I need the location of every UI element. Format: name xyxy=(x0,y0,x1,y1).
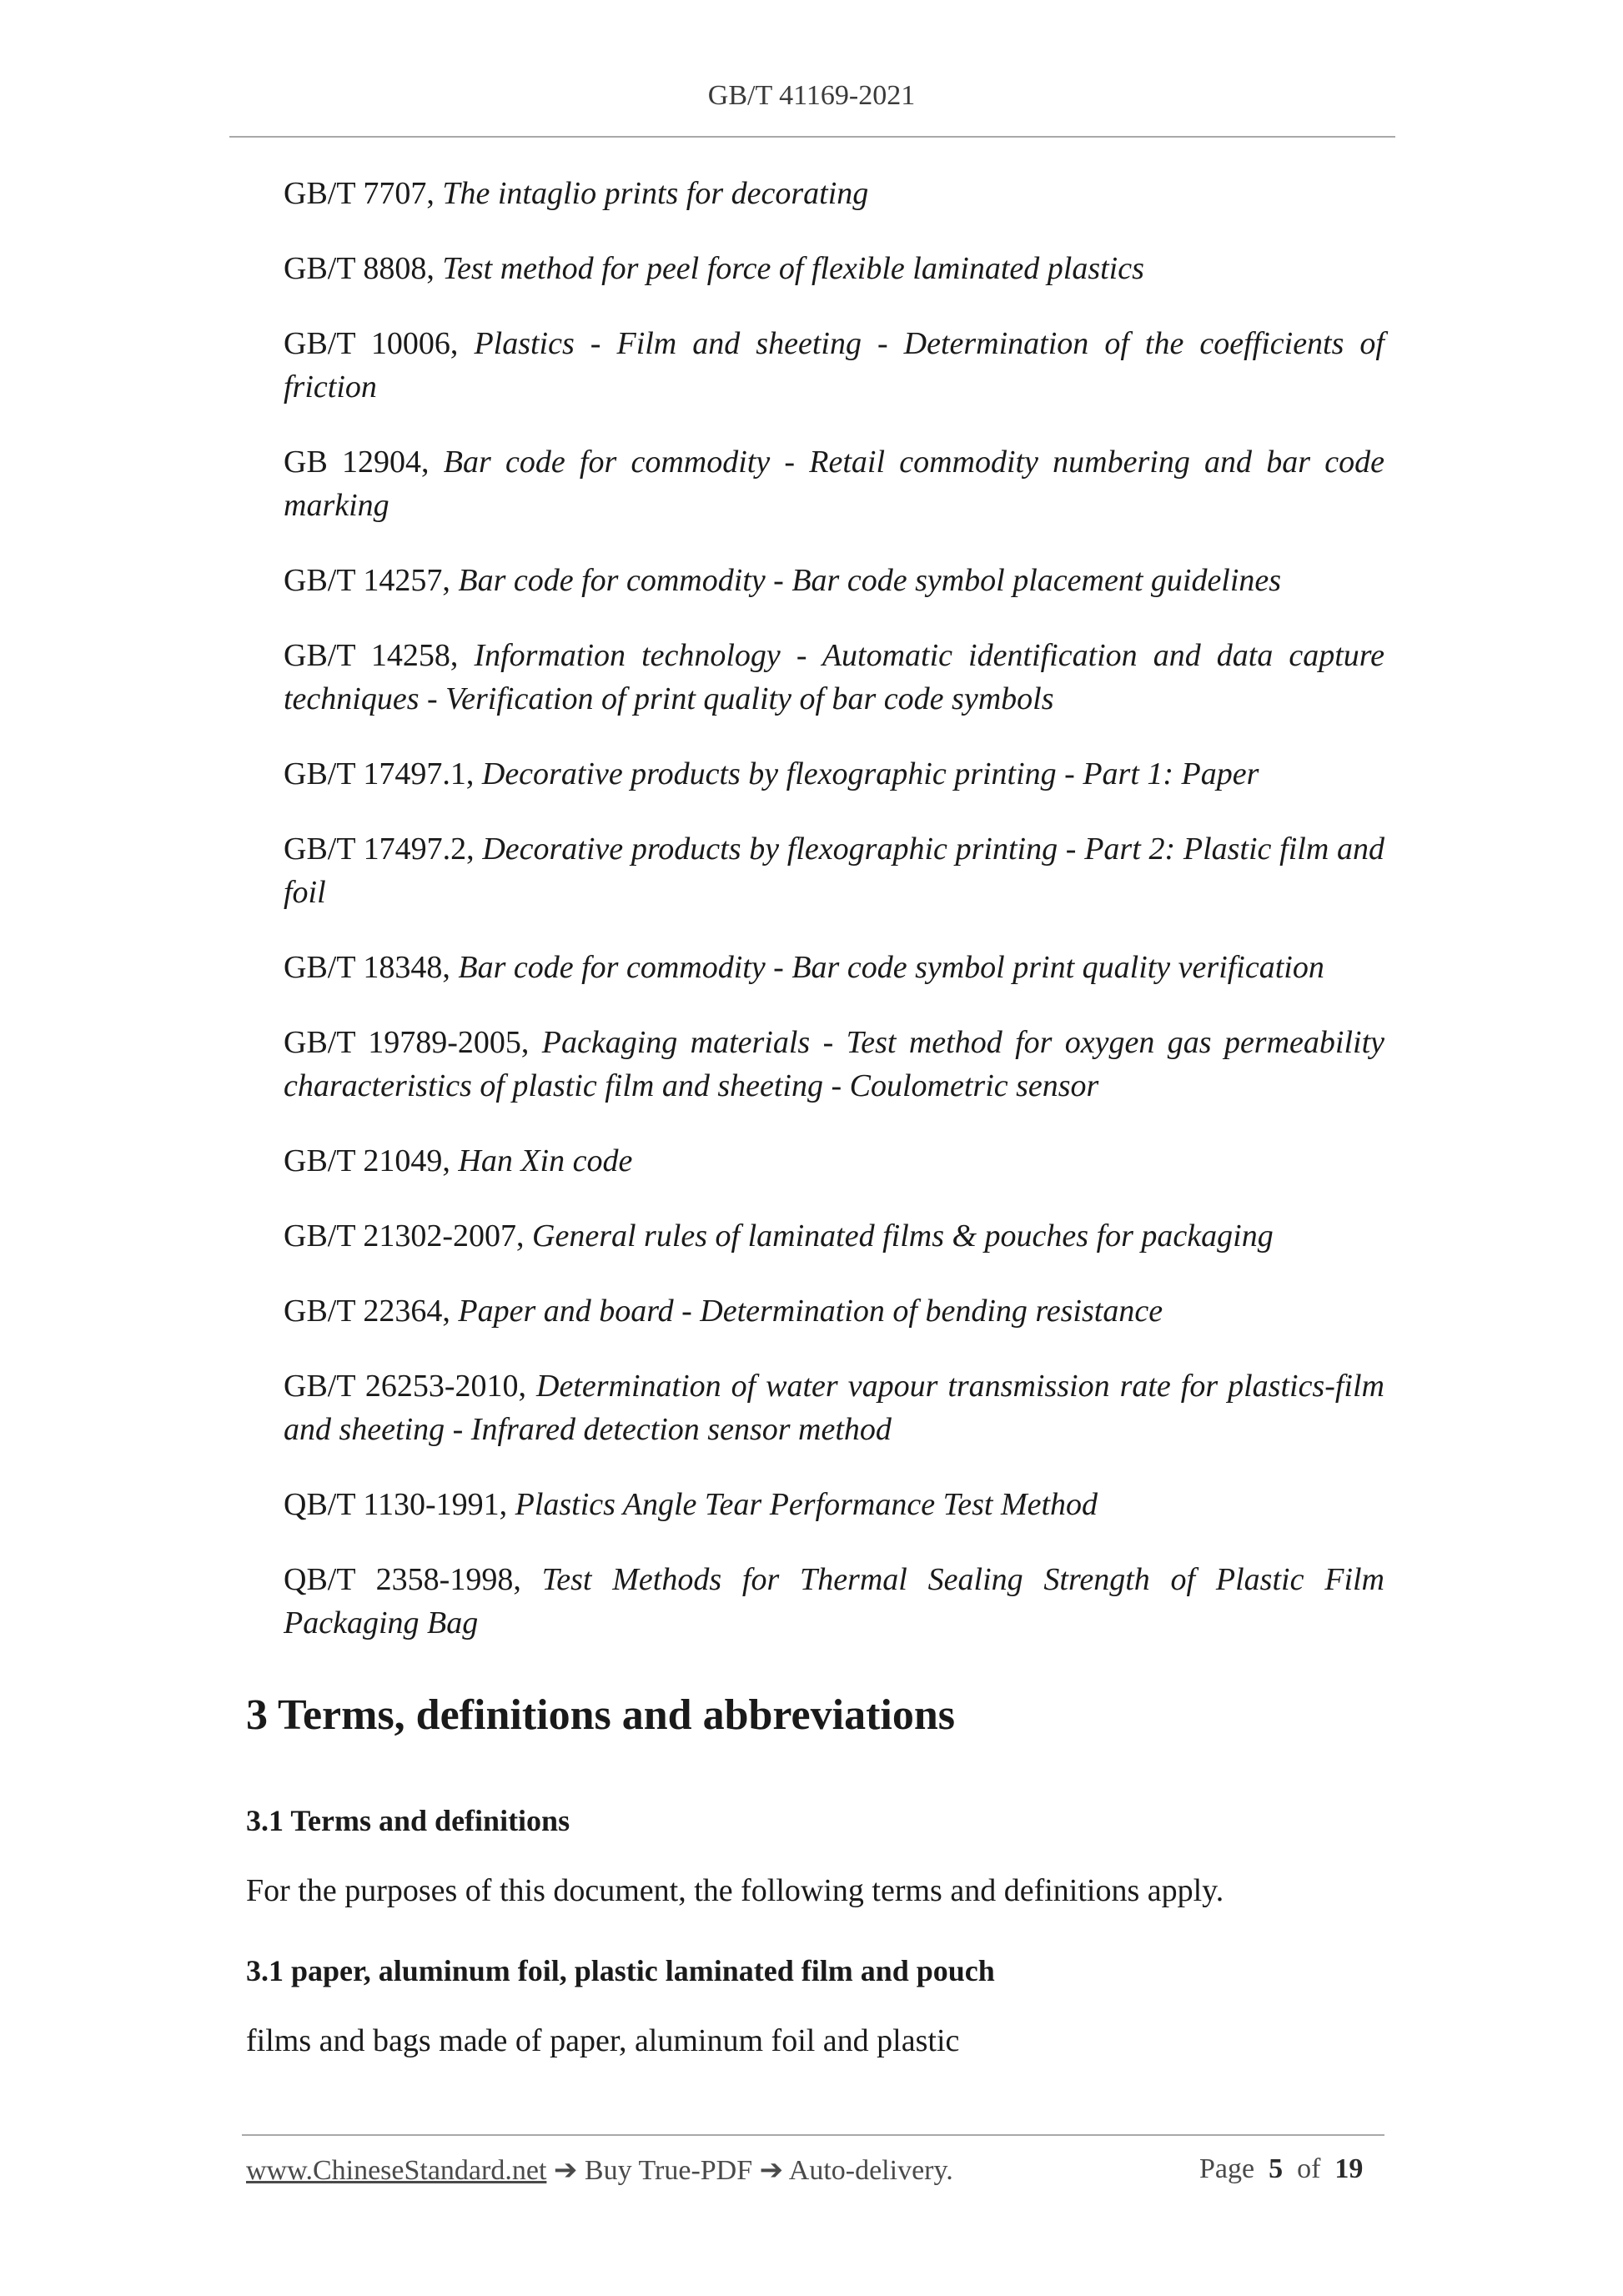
reference-code: GB/T 10006, xyxy=(284,326,459,361)
reference-item xyxy=(284,1139,1384,1183)
intro-paragraph: For the purposes of this document, the following terms and definitions apply. xyxy=(246,1873,1224,1908)
reference-title: Bar code for commodity - Bar code symbol print quality verification xyxy=(458,950,1324,985)
normative-references-list xyxy=(284,172,1384,1676)
reference-code: GB/T 17497.2, xyxy=(284,831,475,867)
section-heading: 3 Terms, definitions and abbreviations xyxy=(246,1691,956,1739)
reference-title: Packaging materials - Test method for oxygen gas permeability characteristics of plastic film and sheeting - Coulometric sensor xyxy=(284,1025,1384,1103)
arrow-icon: ➔ xyxy=(759,2155,784,2186)
reference-title: Plastics Angle Tear Performance Test Method xyxy=(515,1487,1098,1522)
reference-item xyxy=(284,559,1384,602)
footer-divider xyxy=(242,2134,1384,2136)
reference-title: Han Xin code xyxy=(458,1143,633,1178)
reference-item xyxy=(284,247,1384,290)
reference-item xyxy=(284,440,1384,527)
page-header xyxy=(0,80,1623,112)
reference-code: GB/T 17497.1, xyxy=(284,756,475,791)
reference-code: GB/T 19789-2005, xyxy=(284,1025,530,1060)
reference-title: Plastics - Film and sheeting - Determination of the coefficients of friction xyxy=(284,326,1384,404)
reference-item xyxy=(284,322,1384,409)
page-current: 5 xyxy=(1269,2153,1284,2184)
reference-title: Test method for peel force of flexible laminated plastics xyxy=(442,251,1144,286)
reference-code: GB/T 8808, xyxy=(284,251,435,286)
reference-title: Test Methods for Thermal Sealing Strength of Plastic Film Packaging Bag xyxy=(284,1562,1385,1640)
page-of: of xyxy=(1297,2153,1321,2184)
arrow-icon: ➔ xyxy=(553,2155,578,2186)
reference-item xyxy=(284,634,1384,721)
website-link[interactable]: www.ChineseStandard.net xyxy=(246,2155,547,2186)
reference-title: Decorative products by flexographic printing - Part 2: Plastic film and foil xyxy=(284,831,1384,910)
reference-item xyxy=(284,1021,1384,1108)
reference-code: GB/T 26253-2010, xyxy=(284,1369,527,1404)
reference-title: Bar code for commodity - Bar code symbol placement guidelines xyxy=(458,563,1282,598)
term-heading: 3.1 paper, aluminum foil, plastic laminated film and pouch xyxy=(246,1954,995,1987)
reference-title: General rules of laminated films & pouches for packaging xyxy=(532,1218,1274,1254)
reference-code: GB/T 14257, xyxy=(284,563,450,598)
reference-item xyxy=(284,1483,1384,1526)
reference-code: GB/T 7707, xyxy=(284,176,435,211)
reference-title: Bar code for commodity - Retail commodity numbering and bar code marking xyxy=(284,445,1385,523)
page-number xyxy=(1199,2153,1363,2185)
page-total: 19 xyxy=(1334,2153,1364,2184)
reference-code: GB/T 18348, xyxy=(284,950,450,985)
reference-item xyxy=(284,172,1384,215)
reference-title: The intaglio prints for decorating xyxy=(442,176,869,211)
reference-item xyxy=(284,1558,1384,1645)
reference-item xyxy=(284,1364,1384,1451)
term-definition: films and bags made of paper, aluminum foil and plastic xyxy=(246,2023,960,2058)
reference-code: GB/T 14258, xyxy=(284,638,459,673)
page-label: Page xyxy=(1199,2153,1255,2184)
buy-text: Buy True-PDF xyxy=(584,2155,753,2186)
reference-code: GB/T 22364, xyxy=(284,1294,450,1329)
subsection-heading: 3.1 Terms and definitions xyxy=(246,1804,570,1837)
reference-item xyxy=(284,827,1384,914)
reference-item xyxy=(284,946,1384,989)
reference-title: Determination of water vapour transmission rate for plastics-film and sheeting - Infrared detection sensor method xyxy=(284,1369,1384,1447)
reference-item xyxy=(284,752,1384,796)
reference-code: QB/T 2358-1998, xyxy=(284,1562,521,1597)
reference-code: GB/T 21302-2007, xyxy=(284,1218,525,1254)
reference-item xyxy=(284,1289,1384,1333)
reference-code: QB/T 1130-1991, xyxy=(284,1487,508,1522)
header-doc-id: GB/T 41169-2021 xyxy=(707,80,916,111)
delivery-text: Auto-delivery. xyxy=(788,2155,953,2186)
reference-title: Decorative products by flexographic printing - Part 1: Paper xyxy=(481,756,1259,791)
header-divider xyxy=(229,136,1395,138)
reference-item xyxy=(284,1214,1384,1258)
footer-promo xyxy=(246,2153,953,2187)
reference-code: GB 12904, xyxy=(284,445,430,480)
reference-title: Information technology - Automatic identification and data capture techniques - Verification of print quality of bar code symbols xyxy=(284,638,1385,716)
reference-code: GB/T 21049, xyxy=(284,1143,450,1178)
reference-title: Paper and board - Determination of bending resistance xyxy=(458,1294,1163,1329)
